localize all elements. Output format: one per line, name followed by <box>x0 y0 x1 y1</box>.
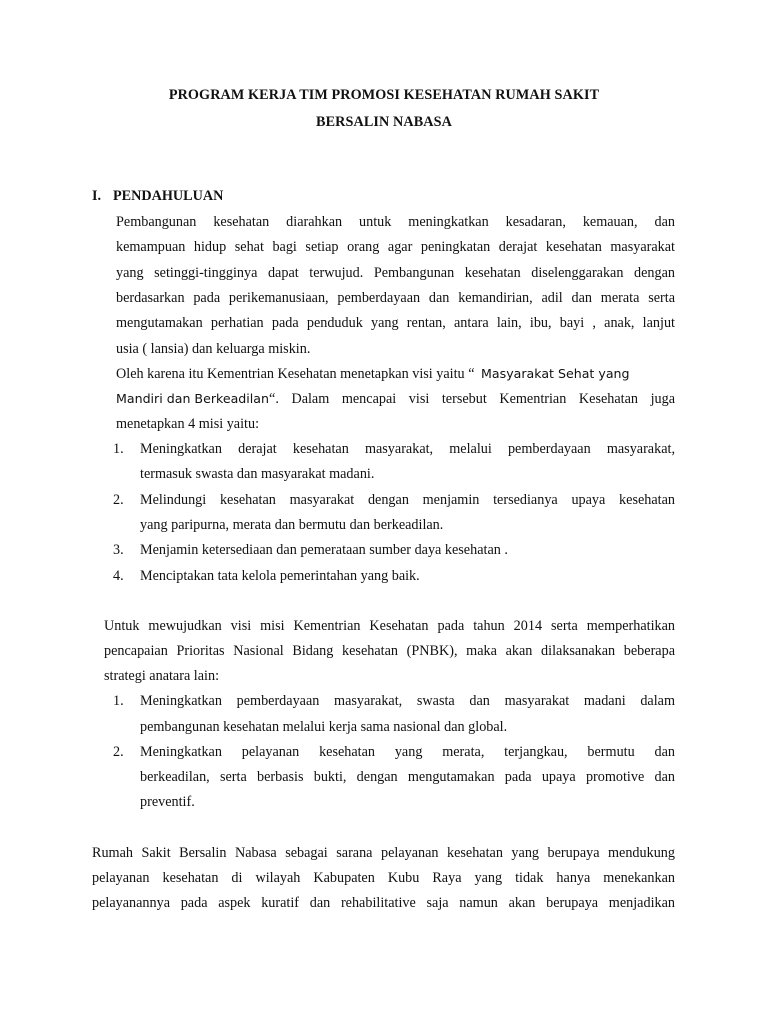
list-number: 2. <box>113 492 124 508</box>
section-number: I. <box>92 188 102 204</box>
list-number: 2. <box>113 744 124 760</box>
list-item-line: berkeadilan, serta berbasis bukti, dengan mengutamakan pada upaya promotive dan <box>140 769 675 785</box>
vision-quote: Masyarakat Sehat yang <box>481 366 630 381</box>
para3-line: strategi anatara lain: <box>104 668 220 684</box>
para3-line: pencapaian Prioritas Nasional Bidang kesehatan (PNBK), maka akan dilaksanakan beberapa <box>104 643 675 659</box>
list-number: 1. <box>113 693 124 709</box>
para1-line: Pembangunan kesehatan diarahkan untuk meningkatkan kesadaran, kemauan, dan <box>116 214 675 230</box>
para1-line: mengutamakan perhatian pada penduduk yang rentan, antara lain, ibu, bayi , anak, lanjut <box>116 315 675 331</box>
list-number: 1. <box>113 441 124 457</box>
para1-line: usia ( lansia) dan keluarga miskin. <box>116 341 311 357</box>
para1-line: yang setinggi-tingginya dapat terwujud. Pembangunan kesehatan diselenggarakan dengan <box>116 265 675 281</box>
document-title-line-1: PROGRAM KERJA TIM PROMOSI KESEHATAN RUMAH SAKIT <box>168 87 600 103</box>
list-item-line: termasuk swasta dan masyarakat madani. <box>140 466 375 482</box>
para1-line: berdasarkan pada perikemanusiaan, pemberdayaan dan kemandirian, adil dan merata serta <box>116 290 675 306</box>
list-number: 4. <box>113 568 124 584</box>
para2-text: “. Dalam mencapai visi tersebut Kementrian Kesehatan juga <box>269 391 675 407</box>
para1-line: kemampuan hidup sehat bagi setiap orang agar peningkatan derajat kesehatan masyarakat <box>116 239 675 255</box>
para4-line: pelayanan kesehatan di wilayah Kabupaten Kubu Raya yang tidak hanya menekankan <box>92 870 675 886</box>
list-number: 3. <box>113 542 124 558</box>
list-item-line: Menjamin ketersediaan dan pemerataan sumber daya kesehatan . <box>140 542 508 558</box>
para2-line-3: menetapkan 4 misi yaitu: <box>116 416 260 432</box>
list-item-line: Melindungi kesehatan masyarakat dengan menjamin tersedianya upaya kesehatan <box>140 492 675 508</box>
para3-line: Untuk mewujudkan visi misi Kementrian Kesehatan pada tahun 2014 serta memperhatikan <box>104 618 675 634</box>
para4-line: Rumah Sakit Bersalin Nabasa sebagai sarana pelayanan kesehatan yang berupaya mendukung <box>92 845 675 861</box>
para2-text: Oleh karena itu Kementrian Kesehatan menetapkan visi yaitu “ <box>116 366 475 382</box>
section-heading: PENDAHULUAN <box>113 188 224 204</box>
document-title-line-2: BERSALIN NABASA <box>316 114 452 130</box>
list-item-line: Menciptakan tata kelola pemerintahan yang baik. <box>140 568 420 584</box>
list-item-line: Meningkatkan derajat kesehatan masyarakat, melalui pemberdayaan masyarakat, <box>140 441 675 457</box>
list-item-line: pembangunan kesehatan melalui kerja sama nasional dan global. <box>140 719 508 735</box>
para2-line-2 <box>116 390 675 408</box>
vision-quote: Mandiri dan Berkeadilan <box>116 391 270 406</box>
para2-line-1 <box>116 365 630 383</box>
para4-line: pelayanannya pada aspek kuratif dan rehabilitative saja namun akan berupaya menjadikan <box>92 895 675 911</box>
list-item-line: Meningkatkan pemberdayaan masyarakat, swasta dan masyarakat madani dalam <box>140 693 675 709</box>
list-item-line: preventif. <box>140 794 195 810</box>
list-item-line: yang paripurna, merata dan bermutu dan berkeadilan. <box>140 517 444 533</box>
list-item-line: Meningkatkan pelayanan kesehatan yang merata, terjangkau, bermutu dan <box>140 744 675 760</box>
